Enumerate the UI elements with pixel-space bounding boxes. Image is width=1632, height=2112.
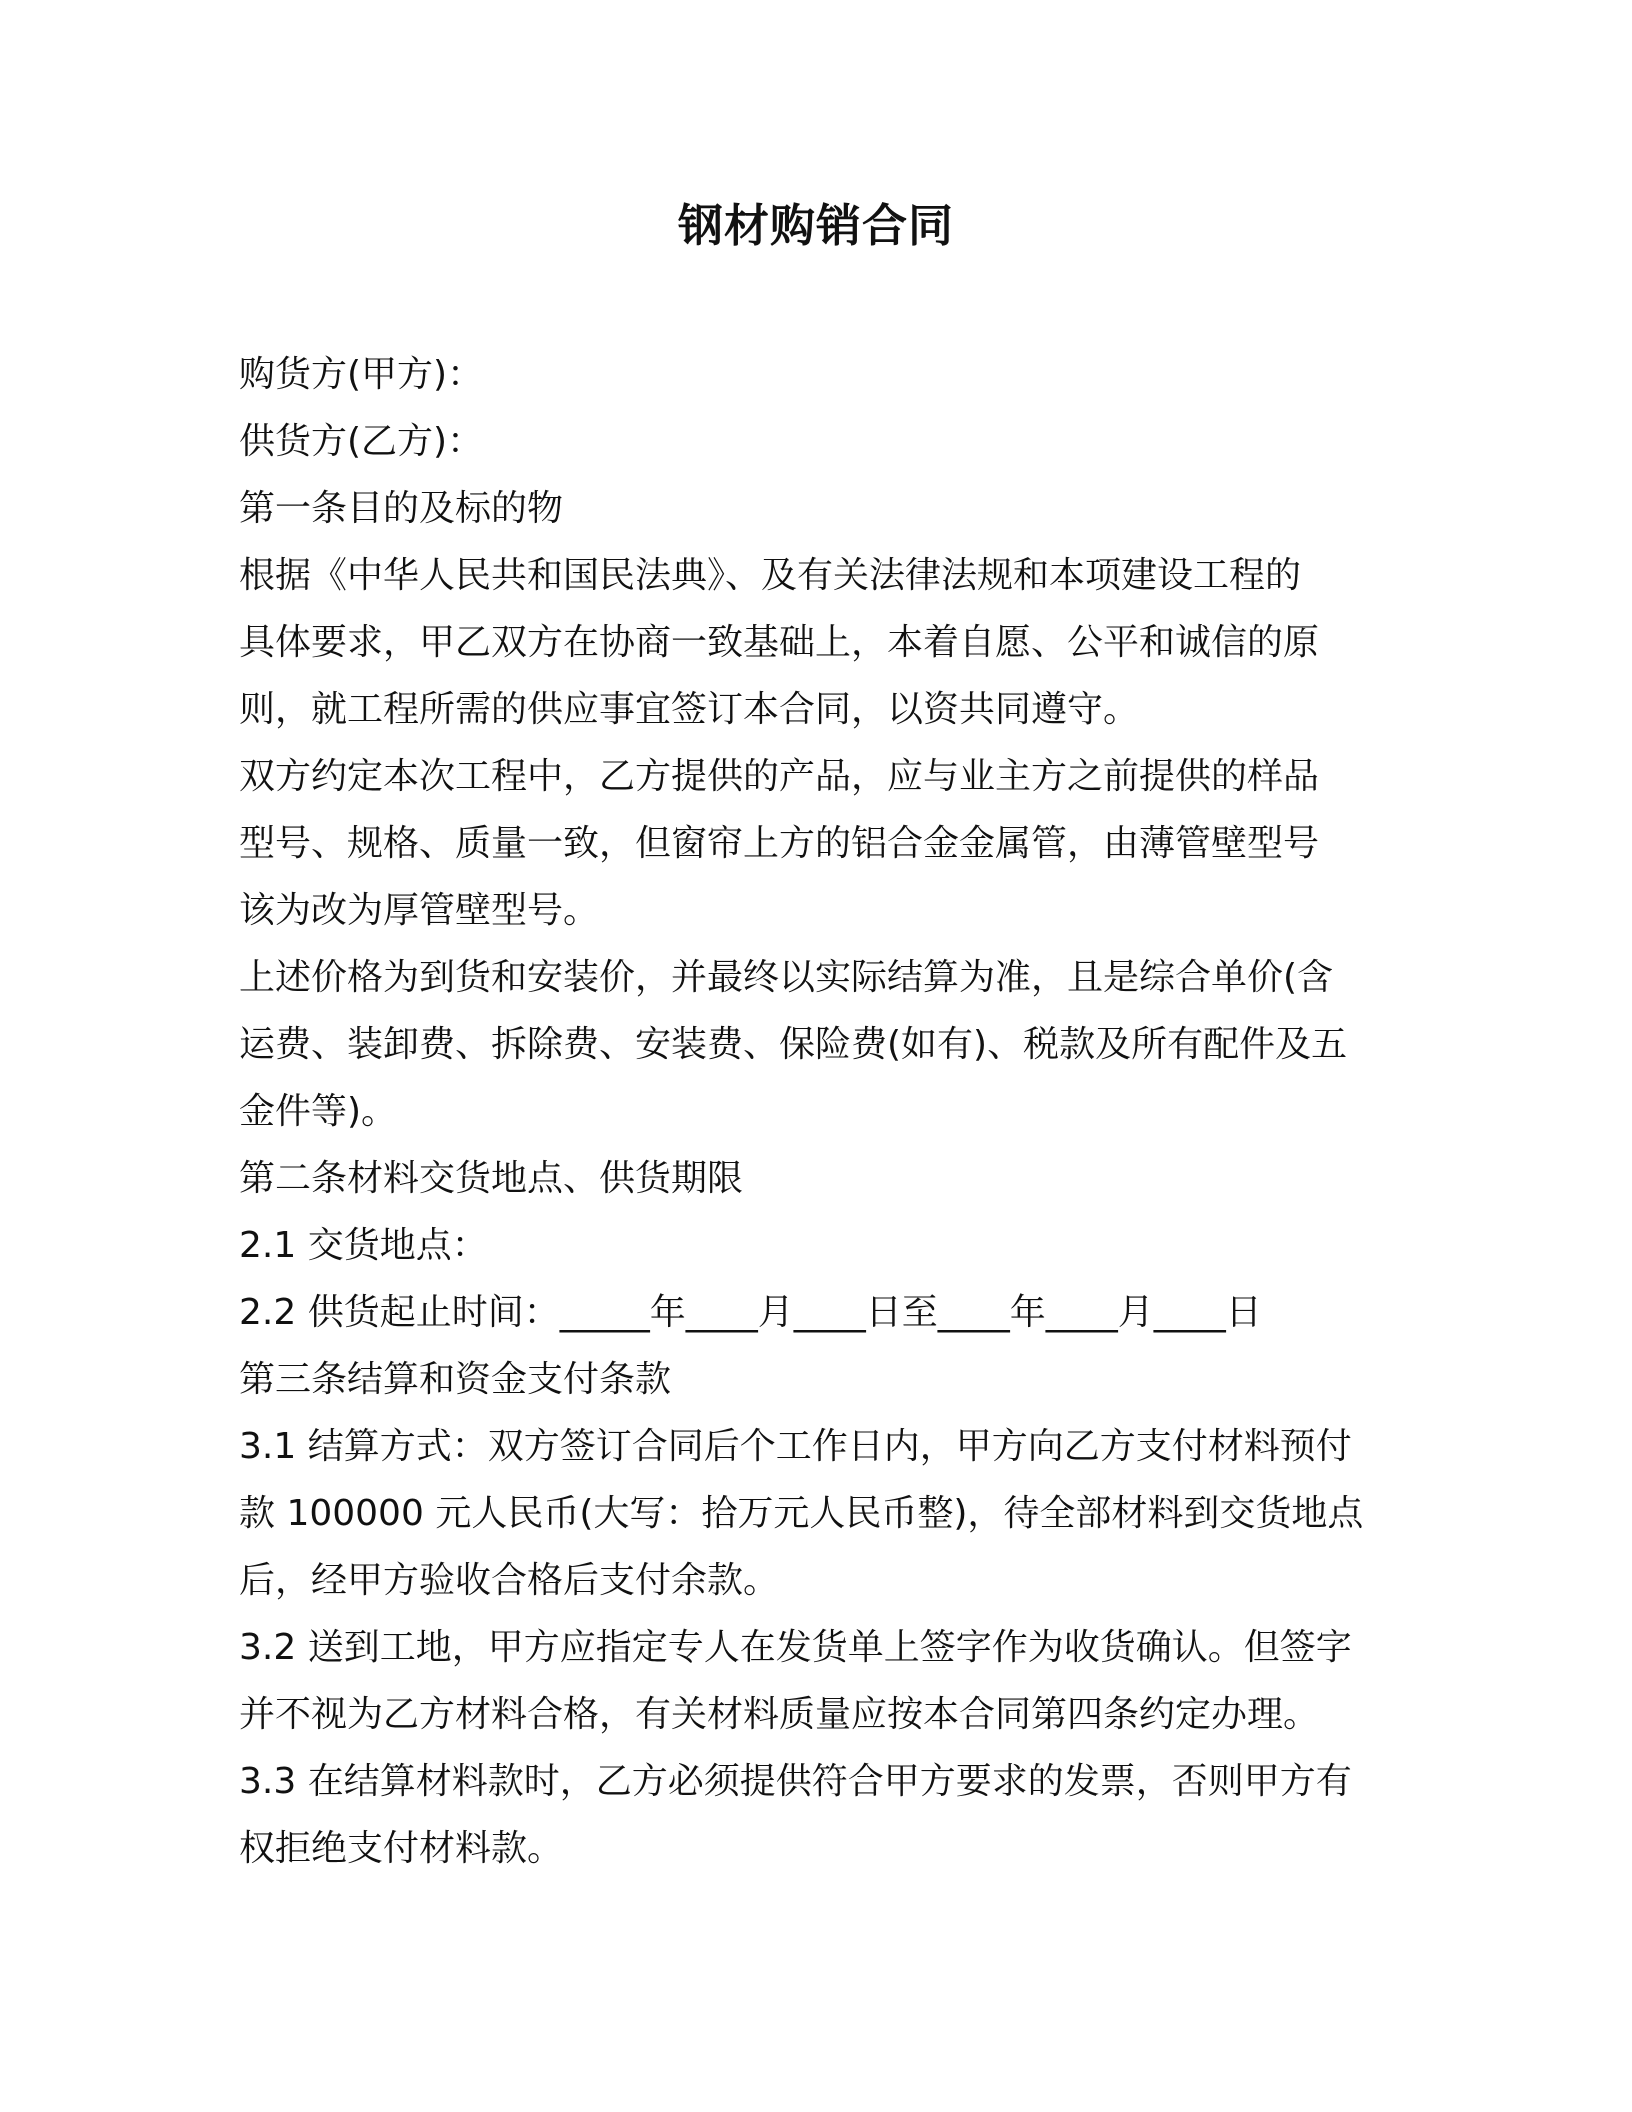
article-1-heading: 第一条目的及标的物 [239, 488, 564, 529]
article-1-text-line: 金件等)。 [239, 1091, 398, 1132]
clause-3-1-line: 后，经甲方验收合格后支付余款。 [239, 1560, 780, 1601]
clause-3-2-line: 并不视为乙方材料合格，有关材料质量应按本合同第四条约定办理。 [239, 1694, 1320, 1735]
article-1-text-line: 根据《中华人民共和国民法典》、及有关法律法规和本项建设工程的 [239, 555, 1302, 596]
buyer-line: 购货方(甲方)： [239, 354, 484, 395]
article-1-text-line: 双方约定本次工程中，乙方提供的产品，应与业主方之前提供的样品 [239, 756, 1320, 797]
clause-3-1-line: 款 100000 元人民币(大写：拾万元人民币整)，待全部材料到交货地点 [239, 1493, 1364, 1534]
clause-3-3-line: 权拒绝支付材料款。 [239, 1828, 564, 1869]
article-3-heading: 第三条结算和资金支付条款 [239, 1359, 672, 1400]
article-1-text-line: 运费、装卸费、拆除费、安装费、保险费(如有)、税款及所有配件及五 [239, 1024, 1348, 1065]
document-title: 钢材购销合同 [677, 199, 954, 252]
article-1-text-line: 则，就工程所需的供应事宜签订本合同，以资共同遵守。 [239, 689, 1140, 730]
supplier-line: 供货方(乙方)： [239, 421, 484, 462]
article-1-text-line: 上述价格为到货和安装价，并最终以实际结算为准，且是综合单价(含 [239, 957, 1334, 998]
article-2-heading: 第二条材料交货地点、供货期限 [239, 1158, 744, 1199]
clause-2-2: 2.2 供货起止时间：_____年____月____日至____年____月____日 [239, 1292, 1262, 1333]
article-1-text-line: 型号、规格、质量一致，但窗帘上方的铝合金金属管，由薄管壁型号 [239, 823, 1320, 864]
clause-2-1: 2.1 交货地点： [239, 1225, 488, 1266]
clause-3-3-line: 3.3 在结算材料款时，乙方必须提供符合甲方要求的发票，否则甲方有 [239, 1761, 1352, 1802]
article-1-text-line: 该为改为厚管壁型号。 [239, 890, 600, 931]
contract-body [239, 341, 1399, 1882]
clause-3-2-line: 3.2 送到工地，甲方应指定专人在发货单上签字作为收货确认。但签字 [239, 1627, 1352, 1668]
article-1-text-line: 具体要求，甲乙双方在协商一致基础上，本着自愿、公平和诚信的原 [239, 622, 1320, 663]
clause-3-1-line: 3.1 结算方式：双方签订合同后个工作日内，甲方向乙方支付材料预付 [239, 1426, 1352, 1467]
